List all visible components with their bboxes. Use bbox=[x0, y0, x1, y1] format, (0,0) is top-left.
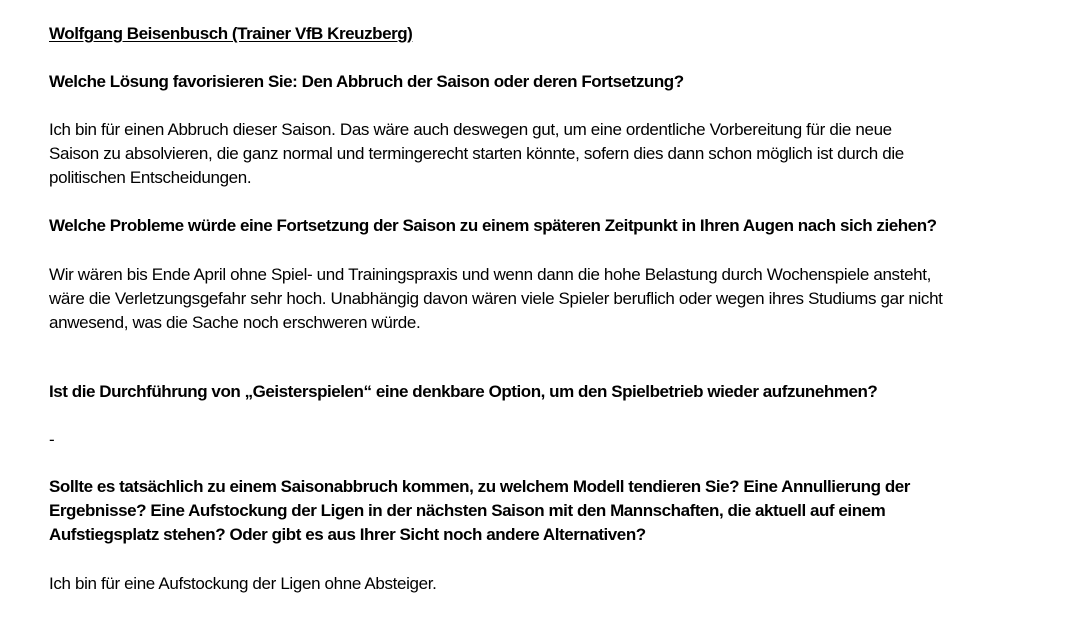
question-4-line-1: Sollte es tatsächlich zu einem Saisonabbruch kommen, zu welchem Modell tendieren Sie? Eine Annullierung der bbox=[49, 477, 910, 496]
question-3: Ist die Durchführung von „Geisterspielen“ eine denkbare Option, um den Spielbetrieb wieder aufzunehmen? bbox=[49, 382, 878, 401]
document-title: Wolfgang Beisenbusch (Trainer VfB Kreuzberg) bbox=[49, 24, 413, 43]
answer-2-line-2: wäre die Verletzungsgefahr sehr hoch. Unabhängig davon wären viele Spieler beruflich oder wegen ihres Studiums gar nicht bbox=[49, 289, 943, 308]
question-4-line-3: Aufstiegsplatz stehen? Oder gibt es aus Ihrer Sicht noch andere Alternativen? bbox=[49, 525, 646, 544]
answer-1-line-3: politischen Entscheidungen. bbox=[49, 168, 252, 187]
answer-2-line-3: anwesend, was die Sache noch erschweren würde. bbox=[49, 313, 421, 332]
answer-1-line-1: Ich bin für einen Abbruch dieser Saison. Das wäre auch deswegen gut, um eine ordentliche Vorbereitung für die neue bbox=[49, 120, 892, 139]
answer-2-line-1: Wir wären bis Ende April ohne Spiel- und Trainingspraxis und wenn dann die hohe Belastung durch Wochenspiele ansteht, bbox=[49, 265, 932, 284]
answer-3-line-1: - bbox=[49, 430, 55, 449]
question-2: Welche Probleme würde eine Fortsetzung der Saison zu einem späteren Zeitpunkt in Ihren Augen nach sich ziehen? bbox=[49, 216, 937, 235]
answer-1-line-2: Saison zu absolvieren, die ganz normal und termingerecht starten könnte, sofern dies dann schon möglich ist durch die bbox=[49, 144, 904, 163]
answer-4-line-1: Ich bin für eine Aufstockung der Ligen ohne Absteiger. bbox=[49, 574, 437, 593]
question-4-line-2: Ergebnisse? Eine Aufstockung der Ligen in der nächsten Saison mit den Mannschaften, die aktuell auf einem bbox=[49, 501, 886, 520]
question-1: Welche Lösung favorisieren Sie: Den Abbruch der Saison oder deren Fortsetzung? bbox=[49, 72, 684, 91]
